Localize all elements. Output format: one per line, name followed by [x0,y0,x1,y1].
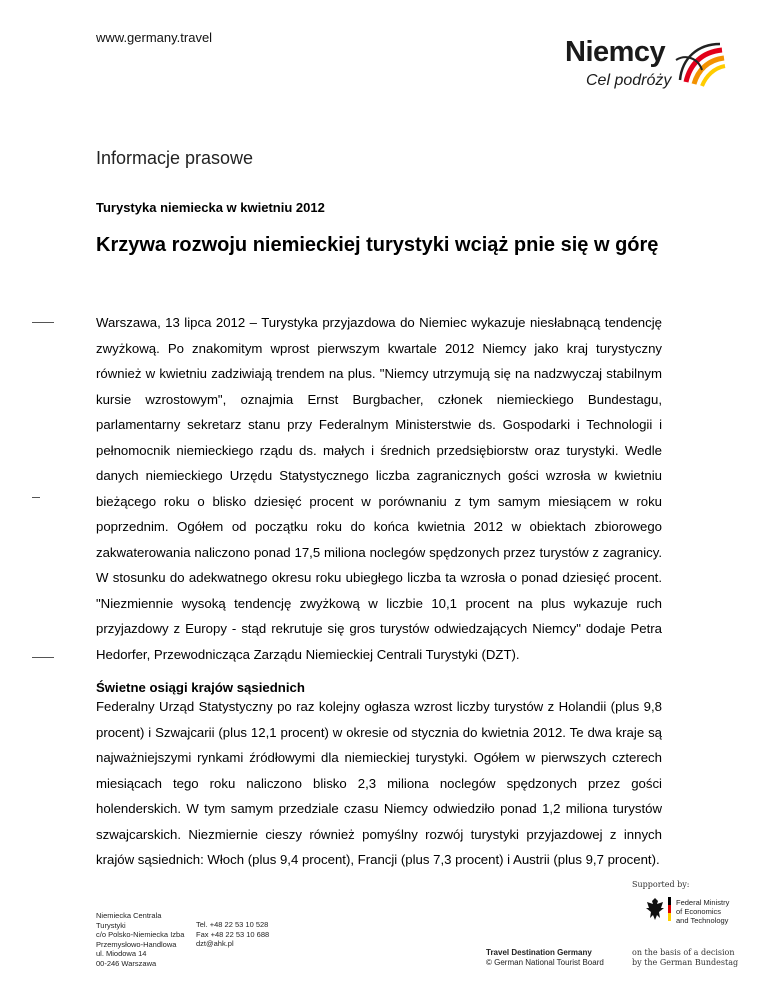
website-url: www.germany.travel [96,30,213,45]
decision-line: by the German Bundestag [632,957,739,967]
supported-by-label: Supported by: [632,880,690,889]
address-line: 00-246 Warszawa [96,958,157,968]
section-label: Informacje prasowe [96,148,254,168]
headline: Krzywa rozwoju niemieckiej turystyki wciąż pnie się w górę [96,234,659,256]
kicker-title: Turystyka niemiecka w kwietniu 2012 [96,200,325,215]
tdg-subtitle: © German National Tourist Board [486,958,604,967]
fax-number: Fax +48 22 53 10 688 [196,929,270,939]
margin-punch-mark [32,497,40,498]
address-line: Turystyki [96,920,126,930]
ministry-line: Federal Ministry [676,898,730,907]
ministry-line: and Technology [676,916,729,925]
ministry-name [676,898,729,925]
body-paragraph-2: Federalny Urząd Statystyczny po raz kolejny ogłasza wzrost liczby turystów z Holandii (plus 9,8 procent) i Szwajcarii (plus 12,1 procent) w okresie od stycznia do kwietnia 2012. Te dwa kraje są najważniejszymi rynkami źródłowymi dla niemieckiej turystyki. Ogółem w pierwszych czterech miesiącach tego roku naliczono blisko 2,3 miliona noclegów spędzonych przez gości holenderskich. W tym samym przedziale czasu Niemcy odwiedziło ponad 1,2 miliona turystów szwajcarskich. Niezmiernie cieszy również pomyślny rozwój turystyki przyjazdowej z innych krajów sąsiednich: Włoch (plus 9,4 procent), Francji (plus 7,3 procent) i Austrii (plus 9,7 procent). [96,699,662,867]
subheading: Świetne osiągi krajów sąsiednich [96,680,305,695]
bundestag-decision-note [632,948,738,967]
address-line: c/o Polsko-Niemiecka Izba [96,930,185,939]
footer-contact [196,920,269,949]
address-line: ul. Miodowa 14 [96,949,147,958]
address-line: Niemiecka Centrala [96,911,162,920]
body-paragraph-1: Warszawa, 13 lipca 2012 – Turystyka przyjazdowa do Niemiec wykazuje niesłabnącą tendencję zwyżkową. Po znakomitym wprost pierwszym kwartale 2012 Niemcy jako kraj turystyczny również w kwietniu zadziwiają trendem na plus. "Niemcy utrzymują się na nadzwyczaj stabilnym kursie wzrostowym", oznajmia Ernst Burgbacher, członek niemieckiego Bundestagu, parlamentarny sekretarz stanu przy Federalnym Ministerstwie ds. Gospodarki i Technologii i pełnomocnik niemieckiego rządu ds. małych i średnich przedsiębiorstw oraz turystyki. Wedle danych niemieckiego Urzędu Statystycznego liczba zagranicznych gości wzrosła w kwietniu bieżącego roku o blisko dziesięć procent w porównaniu z tym samym miesiącem w roku poprzednim. Ogółem od początku roku do końca kwietnia 2012 w obiektach zbiorowego zakwaterowania naliczono ponad 17,5 miliona noclegów spędzonych przez turystów z zagranicy. W stosunku do adekwatnego okresu roku ubiegłego liczba ta wzrosła o ponad dziesięć procent. "Niezmiennie wysoką tendencję zwyżkową w liczbie 10,1 procent na plus wykazuje ruch przyjazdowy z Europy - stąd rekrutuje się gros turystów odwiedzających Niemcy" dodaje Petra Hedorfer, Przewodnicząca Zarządu Niemieckiej Centrali Turystyki (DZT). [96,315,662,662]
margin-fold-mark [32,657,54,658]
german-flag-icon [668,897,671,921]
brand-subtitle: Cel podróży [586,72,672,89]
address-line: Przemysłowo-Handlowa [96,939,177,949]
ministry-line: of Economics [676,907,722,916]
email-address: dzt@ahk.pl [196,939,234,948]
phone-number: Tel. +48 22 53 10 528 [196,920,269,929]
decision-line: on the basis of a decision [632,948,735,957]
brand-title: Niemcy [565,36,666,68]
federal-eagle-icon [644,896,666,922]
margin-fold-mark [32,322,54,323]
swirl-logo-icon [672,36,728,92]
tdg-title: Travel Destination Germany [486,948,592,957]
footer-address [96,911,184,968]
